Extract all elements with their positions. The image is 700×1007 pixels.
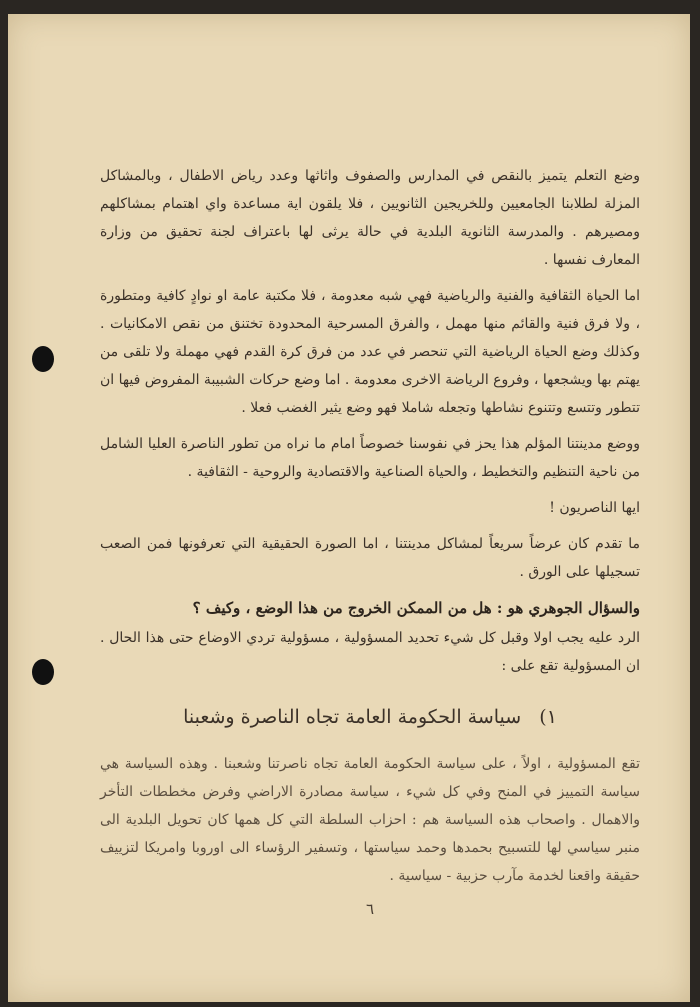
paragraph-responsibility: الرد عليه يجب اولا وقبل كل شيء تحديد المسؤولية ، مسؤولية تردي الاوضاع حتى هذا الحال . ان المسؤولية تقع على : <box>100 630 640 674</box>
punch-hole-bottom <box>32 659 54 685</box>
page-number: ٦ <box>365 900 375 918</box>
document-page <box>8 14 690 1002</box>
paragraph-government-policy: تقع المسؤولية ، اولاً ، على سياسة الحكومة العامة تجاه ناصرتنا وشعبنا . وهذه السياسة هي سياسة التمييز في المنح وفي كل شيء ، سياسة مصادرة الاراضي وفرض مخططات التأخر والاهمال . واصحاب هذه السياسة هم : احزاب السلطة التي كل همها كان تحويل البلدية الى منبر سياسي لها للتسبيح بحمدها وحمد سياستها ، وتسفير الرؤساء الى اوروبا وامريكا لتزييف حقيقة واقعنا لخدمة مآرب حزبية - سياسية . <box>100 756 640 884</box>
paragraph-education: وضع التعلم يتميز بالنقص في المدارس والصفوف واثاثها وعدد رياض الاطفال ، وبالمشاكل المزلة لطلابنا الجامعيين وللخريجين الثانويين ، فلا يلقون اية مساعدة واي اهتمام بمشاكلهم ومصيرهم . والمدرسة الثانوية البلدية في حالة يرثى لها باعتراف لجنة تحقيق من وزارة المعارف نفسها . <box>100 168 640 268</box>
key-question: والسؤال الجوهري هو : هل من الممكن الخروج من هذا الوضع ، وكيف ؟ <box>192 599 640 617</box>
section-title: سياسة الحكومة العامة تجاه الناصرة وشعبنا <box>183 706 522 728</box>
document-body <box>100 162 640 918</box>
paragraph-summary: ما تقدم كان عرضاً سريعاً لمشاكل مدينتنا ، اما الصورة الحقيقية التي تعرفونها فمن الصعب تسجيلها على الورق . <box>100 536 640 580</box>
paragraph-city-situation: ووضع مدينتنا المؤلم هذا يحز في نفوسنا خصوصاً امام ما نراه من تطور الناصرة العليا الشامل من ناحية التنظيم والتخطيط ، والحياة الصناعية والاقتصادية والروحية - الثقافية . <box>100 436 640 480</box>
punch-hole-top <box>32 346 54 372</box>
section-heading <box>100 700 640 734</box>
paragraph-culture-sports: اما الحياة الثقافية والفنية والرياضية فهي شبه معدومة ، فلا مكتبة عامة او نوادٍ كافية ومتطورة ، ولا فرق فنية والقائم منها مهمل ، والفرق المسرحية المحدودة تختنق من نقص الامكانيات . وكذلك وضع الحياة الرياضية التي تنحصر في عدد من فرق كرة القدم فهي مهملة ولا تلقى من يهتم بها ويشجعها ، وفروع الرياضة الاخرى معدومة . اما وضع حركات الشبيبة المفروض فيها ان تتطور وتتسع وتتنوع نشاطها وتجعله شاملا فهو وضع يثير الغضب فعلا . <box>100 288 640 416</box>
section-number: ١) <box>539 706 557 728</box>
paragraph-address: ايها الناصريون ! <box>549 500 640 516</box>
